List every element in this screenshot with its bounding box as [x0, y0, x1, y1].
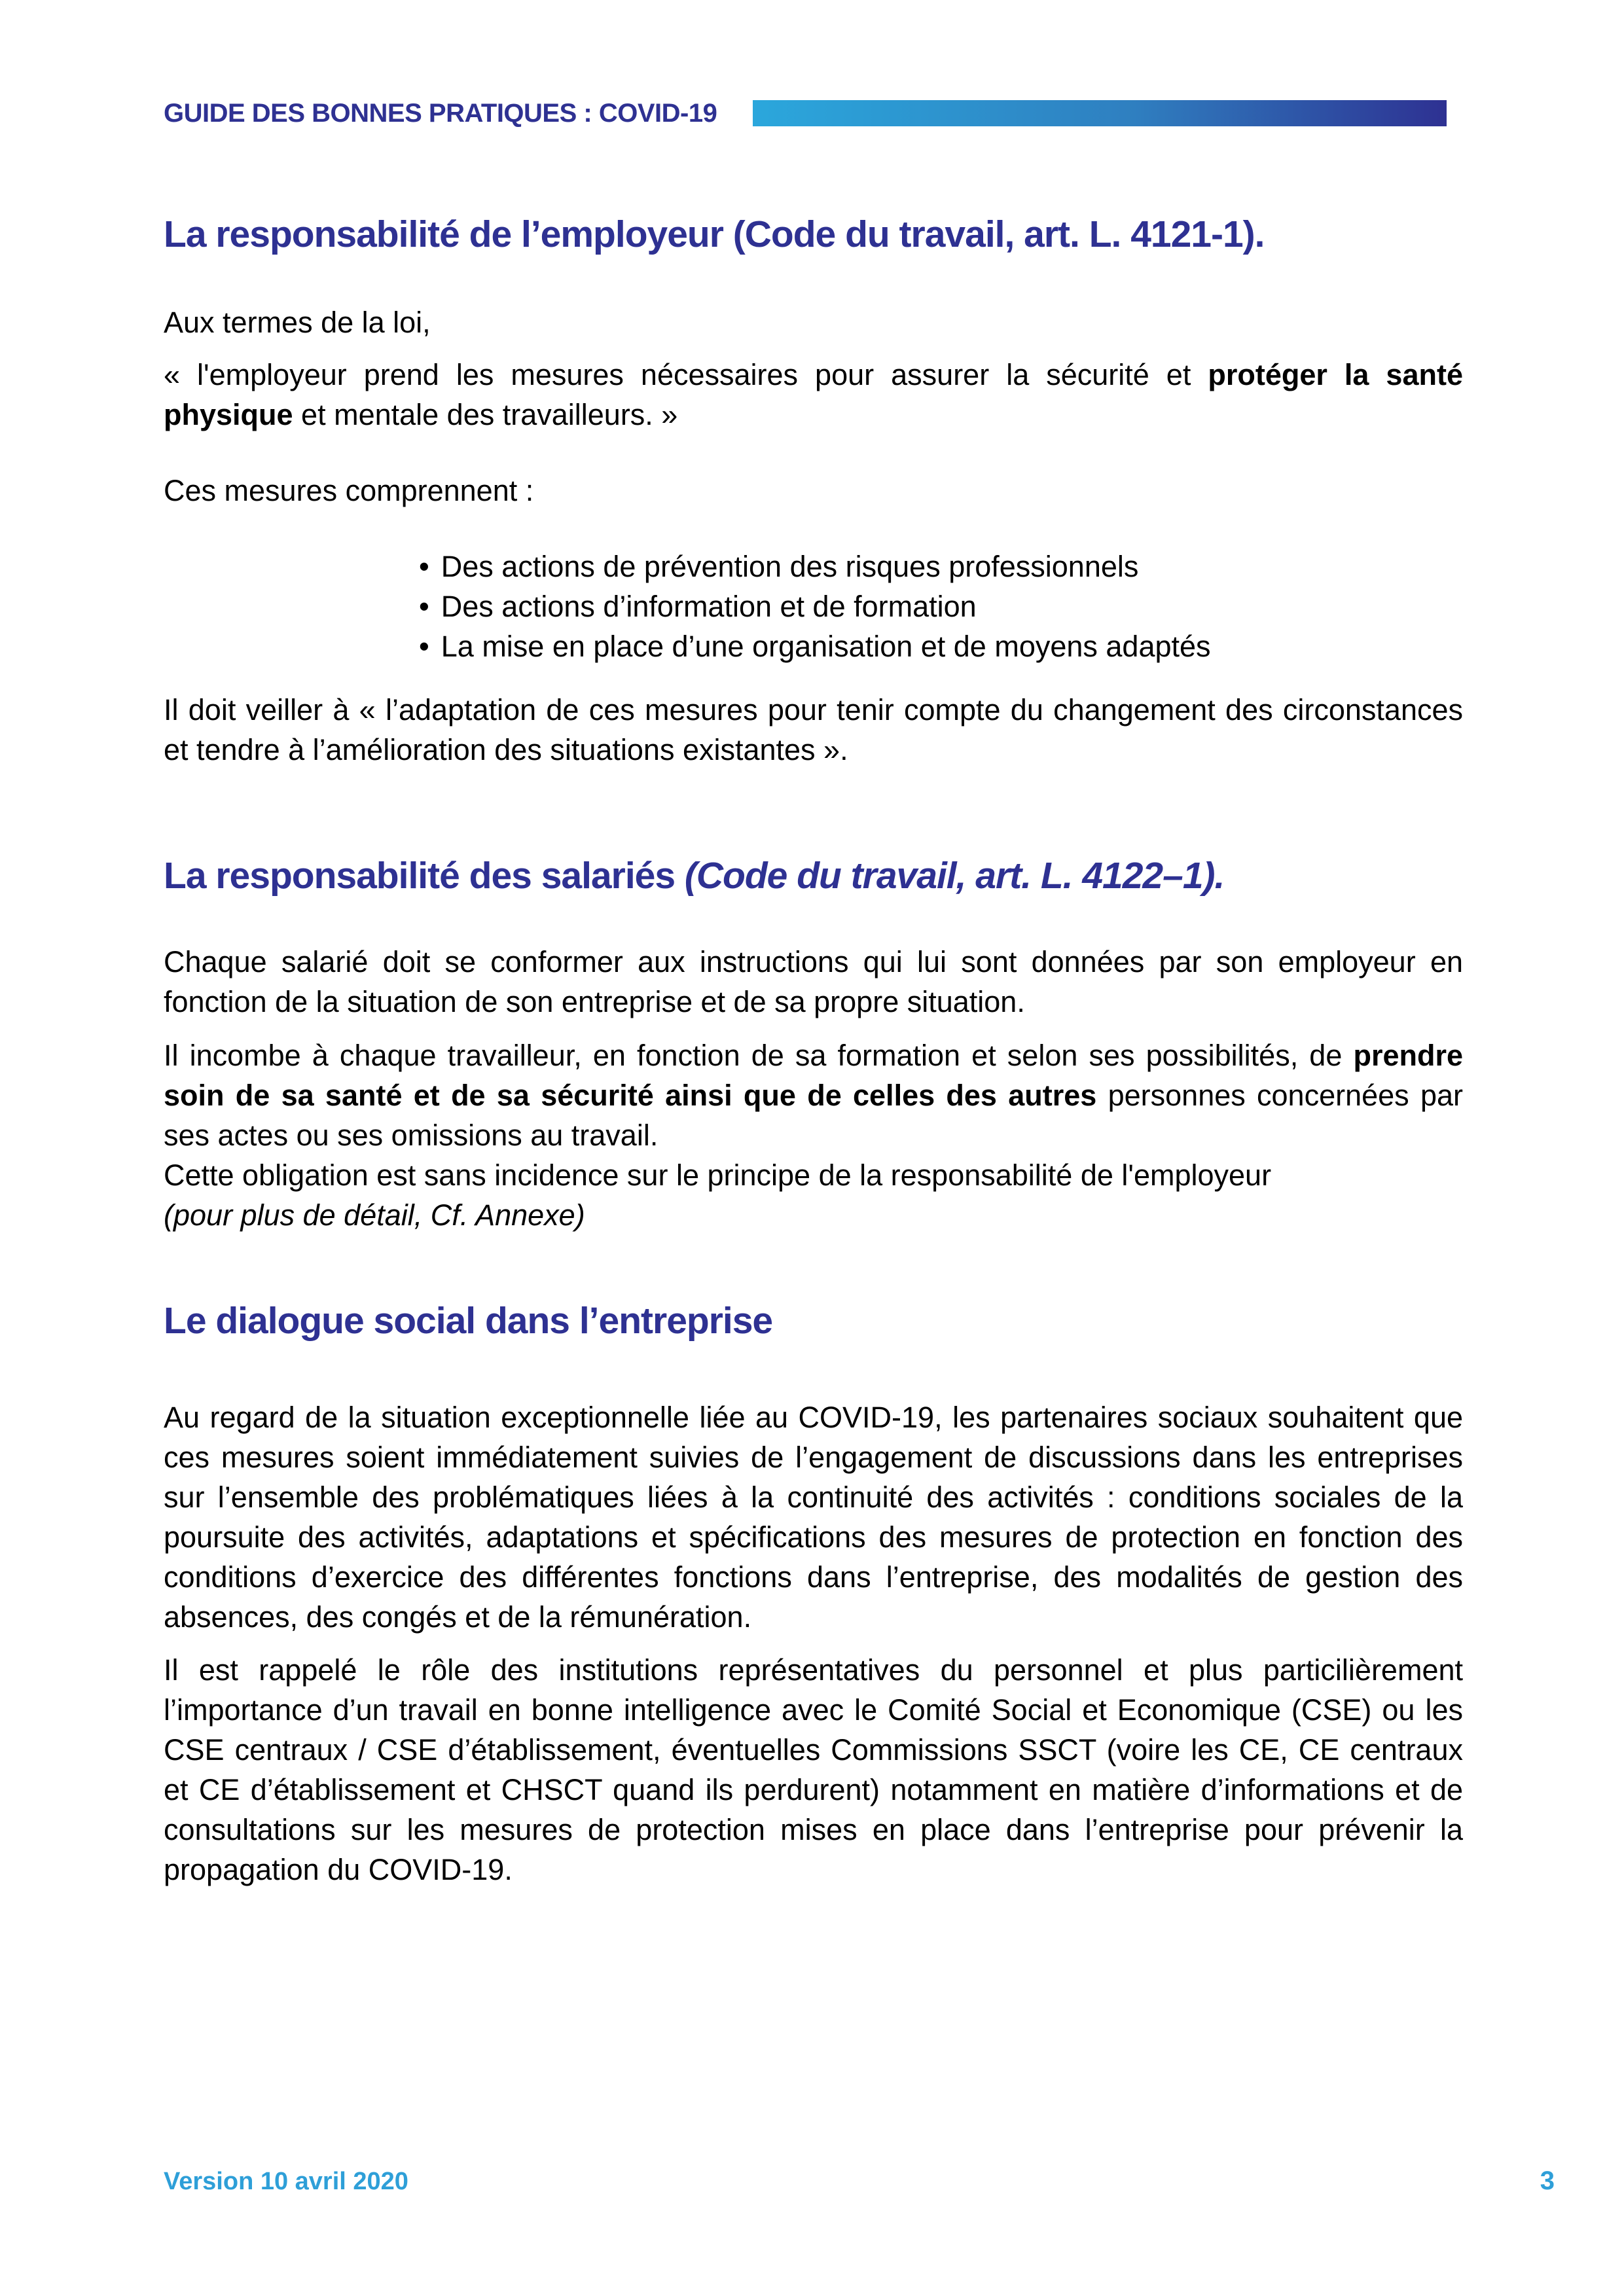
- paragraph-annex-note: [164, 1195, 1463, 1235]
- list-item-text: Des actions de prévention des risques professionnels: [441, 550, 1139, 583]
- section-heading-dialogue: [164, 1298, 1463, 1344]
- section-heading-dialogue-text: Le dialogue social dans l’entreprise: [164, 1300, 773, 1342]
- page-footer: [164, 2166, 1555, 2196]
- employees-paragraph-2-bold: prendre soin de sa santé et de sa sécurité ainsi que de celles des autres: [164, 1039, 1463, 1112]
- section-heading-employer-text: La responsabilité de l’employeur (Code du travail, art. L. 4121-1).: [164, 213, 1265, 255]
- list-item: [419, 626, 1463, 666]
- paragraph-intro-text: Aux termes de la loi,: [164, 306, 431, 339]
- quote-text-end: et mentale des travailleurs. »: [293, 398, 678, 431]
- measures-bullet-list: [419, 547, 1463, 666]
- quote-text-start: « l'employeur prend les mesures nécessaires pour assurer la sécurité et: [164, 358, 1208, 391]
- footer-page-number: 3: [1540, 2166, 1555, 2195]
- footer-version: Version 10 avril 2020: [164, 2168, 408, 2195]
- annex-note-text: (pour plus de détail, Cf. Annexe): [164, 1198, 585, 1232]
- employer-duty-text: Il doit veiller à « l’adaptation de ces mesures pour tenir compte du changement des circonstances et tendre à l’amélioration des situations existantes ».: [164, 693, 1463, 766]
- section-heading-employer: [164, 211, 1463, 257]
- section-heading-employees: [164, 853, 1463, 899]
- section-heading-employees-text: La responsabilité des salariés: [164, 855, 685, 897]
- paragraph-intro: [164, 302, 1463, 342]
- header-gradient-bar: [753, 100, 1447, 126]
- header-title: GUIDE DES BONNES PRATIQUES : COVID-19: [164, 98, 717, 128]
- employees-paragraph-3-text: Cette obligation est sans incidence sur le principe de la responsabilité de l'employeur: [164, 1158, 1272, 1192]
- bullet-icon: •: [419, 630, 429, 663]
- employees-paragraph-2-start: Il incombe à chaque travailleur, en fonction de sa formation et selon ses possibilités, de: [164, 1039, 1354, 1072]
- paragraph-employees-1: [164, 942, 1463, 1022]
- quote-text-bold: protéger la santé physique: [164, 358, 1463, 431]
- list-item: [419, 547, 1463, 586]
- section-heading-employees-italic: (Code du travail, art. L. 4122–1).: [684, 855, 1225, 897]
- dialogue-paragraph-2-text: Il est rappelé le rôle des institutions représentatives du personnel et plus particilièrement l’importance d’un travail en bonne intelligence avec le Comité Social et Economique (CSE) ou les CSE centraux / CSE d’établissement, éventuelles Commissions SSCT (voire les CE, CE centraux et CE d’établissement et CHSCT quand ils perdurent) notamment en matière d’informations et de consultations sur les mesures de protection mises en place dans l’entreprise pour prévenir la propagation du COVID-19.: [164, 1653, 1463, 1886]
- list-item-text: La mise en place d’une organisation et de moyens adaptés: [441, 630, 1211, 663]
- bullet-icon: •: [419, 550, 429, 583]
- measures-label-text: Ces mesures comprennent :: [164, 474, 534, 507]
- paragraph-dialogue-2: [164, 1650, 1463, 1890]
- paragraph-employees-2: [164, 1035, 1463, 1155]
- dialogue-paragraph-1-text: Au regard de la situation exceptionnelle liée au COVID-19, les partenaires sociaux souhaitent que ces mesures soient immédiatement suivies de l’engagement de discussions dans les entreprises sur l’ensemble des problématiques liées à la continuité des activités : conditions sociales de la poursuite des activités, adaptations et spécifications des mesures de protection en fonction des conditions d’exercice des différentes fonctions dans l’entreprise, des modalités de gestion des absences, des congés et de la rémunération.: [164, 1401, 1463, 1634]
- paragraph-dialogue-1: [164, 1397, 1463, 1637]
- paragraph-measures-label: [164, 471, 1463, 511]
- page-header: [164, 95, 1463, 132]
- paragraph-law-quote: [164, 355, 1463, 435]
- paragraph-employees-3: [164, 1155, 1463, 1195]
- bullet-icon: •: [419, 590, 429, 623]
- list-item-text: Des actions d’information et de formation: [441, 590, 977, 623]
- employees-paragraph-1-text: Chaque salarié doit se conformer aux instructions qui lui sont données par son employeur en fonction de la situation de son entreprise et de sa propre situation.: [164, 945, 1463, 1018]
- list-item: [419, 586, 1463, 626]
- paragraph-employer-duty: [164, 690, 1463, 770]
- employees-paragraph-2-end: personnes concernées par ses actes ou ses omissions au travail.: [164, 1079, 1464, 1152]
